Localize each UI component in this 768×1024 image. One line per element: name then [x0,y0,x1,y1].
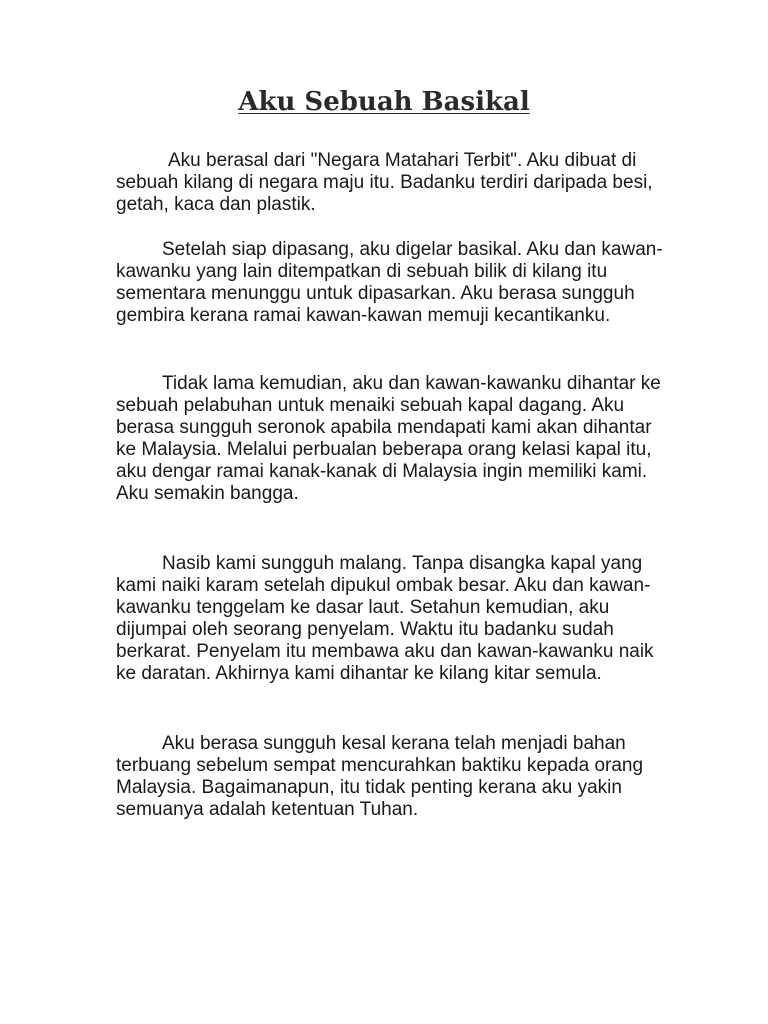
document-title-text: Aku Sebuah Basikal [238,87,530,117]
paragraph-1: Aku berasal dari "Negara Matahari Terbit". Aku dibuat di sebuah kilang di negara maju itu. Badanku terdiri daripada besi, getah, kaca dan plastik. [116,150,653,215]
document-title [0,84,768,120]
paragraph-5: Aku berasa sungguh kesal kerana telah menjadi bahan terbuang sebelum sempat mencurahkan baktiku kepada orang Malaysia. Bagaimanapun, itu tidak penting kerana aku yakin semuanya adalah ketentuan Tuhan. [116,733,644,820]
paragraph-3: Tidak lama kemudian, aku dan kawan-kawanku dihantar ke sebuah pelabuhan untuk menaiki sebuah kapal dagang. Aku berasa sungguh seronok apabila mendapati kami akan dihantar ke Malaysia. Melalui perbualan beberapa orang kelasi kapal itu, aku dengar ramai kanak-kanak di Malaysia ingin memiliki kami. Aku semakin bangga. [116,373,661,504]
paragraph-4: Nasib kami sungguh malang. Tanpa disangka kapal yang kami naiki karam setelah dipukul ombak besar. Aku dan kawan-kawanku tenggelam ke dasar laut. Setahun kemudian, aku dijumpai oleh seorang penyelam. Waktu itu badanku sudah berkarat. Penyelam itu membawa aku dan kawan-kawanku naik ke daratan. Akhirnya kami dihantar ke kilang kitar semula. [116,553,654,684]
paragraph-2: Setelah siap dipasang, aku digelar basikal. Aku dan kawan-kawanku yang lain ditempatkan di sebuah bilik di kilang itu sementara menunggu untuk dipasarkan. Aku berasa sungguh gembira kerana ramai kawan-kawan memuji kecantikanku. [116,239,663,326]
